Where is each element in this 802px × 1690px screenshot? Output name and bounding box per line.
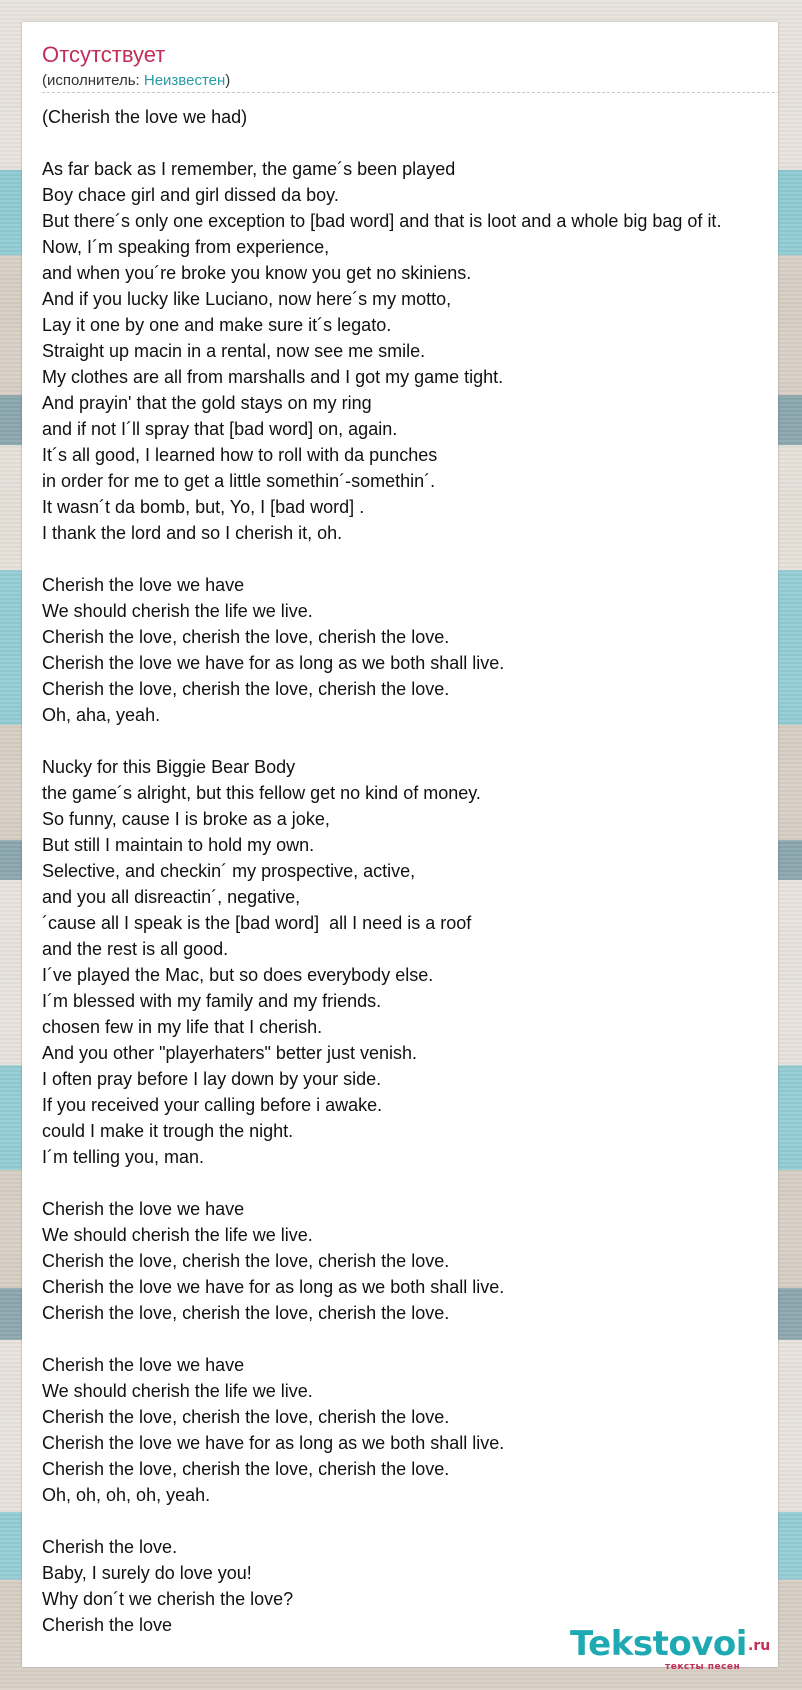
artist-link[interactable]: Неизвестен: [143, 72, 226, 89]
logo-tld: .ru: [748, 1638, 771, 1654]
logo-tagline: тексты песен: [665, 1662, 741, 1672]
artist-prefix: (исполнитель:: [42, 72, 144, 89]
lyrics-text: (Cherish the love we had) As far back as I remember, the game´s been played Boy chace girl and girl dissed da boy. But there´s only one exception to [bad word] and that is loot and a whole big bag of it. Now, I´m speaking from experience, and when you´re broke you know you get no skiniens. And if you lucky like Luciano, now here´s my motto, Lay it one by one and make sure it´s legato. Straight up macin in a rental, now see me smile. My clothes are all from marshalls and I got my game tight. And prayin' that the gold stays on my ring and if not I´ll spray that [bad word] on, again. It´s all good, I learned how to roll with da punches in order for me to get a little somethin´-somethin´. It wasn´t da bomb, but, Yo, I [bad word] . I thank the lord and so I cherish it, oh. Cherish the love we have We should cherish the life we live. Cherish the love, cherish the love, cherish the love. Cherish the love we have for as long as we both shall live. Cherish the love, cherish the love, cherish the love. Oh, aha, yeah. Nucky for this Biggie Bear Body the game´s alright, but this fellow get no kind of money. So funny, cause I is broke as a joke, But still I maintain to hold my own. Selective, and checkin´ my prospective, active, and you all disreactin´, negative, ´cause all I speak is the [bad word] all I need is a roof and the rest is all good. I´ve played the Mac, but so does everybody else. I´m blessed with my family and my friends. chosen few in my life that I cherish. And you other "playerhaters" better just venish. I often pray before I lay down by your side. If you received your calling before i awake. could I make it trough the night. I´m telling you, man. Cherish the love we have We should cherish the life we live. Cherish the love, cherish the love, cherish the love. Cherish the love we have for as long as we both shall live. Cherish the love, cherish the love, cherish the love. Cherish the love we have We should cherish the life we live. Cherish the love, cherish the love, cherish the love. Cherish the love we have for as long as we both shall live. Cherish the love, cherish the love, cherish the love. Oh, oh, oh, oh, yeah. Cherish the love. Baby, I surely do love you! Why don´t we cherish the love? Cherish the love: [42, 107, 722, 1635]
divider: [42, 92, 780, 93]
lyrics-card: [22, 22, 778, 1672]
artist-line: [42, 72, 230, 90]
artist-suffix: ): [225, 72, 231, 89]
logo-name: Tekstovoi: [570, 1624, 747, 1664]
song-title: Отсутствует: [42, 42, 166, 67]
site-logo[interactable]: [570, 1624, 770, 1674]
